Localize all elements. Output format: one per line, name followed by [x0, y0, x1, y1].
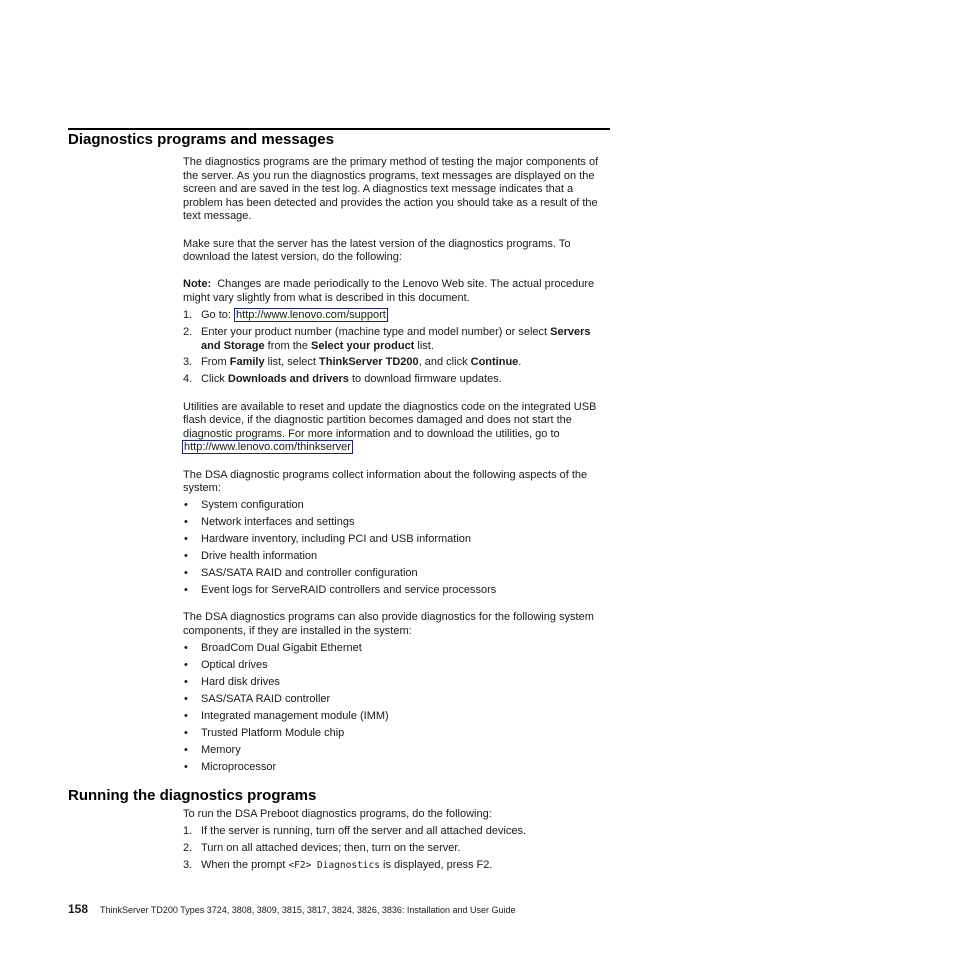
paragraph-run-intro: To run the DSA Preboot diagnostics programs, do the following: — [183, 808, 492, 820]
list-item: • Hardware inventory, including PCI and USB information — [184, 533, 472, 546]
list-item: • Memory — [184, 743, 241, 756]
f2-prompt-code: <F2> Diagnostics — [288, 859, 380, 871]
section-rule — [68, 128, 610, 130]
list-item: • System configuration — [184, 499, 304, 512]
step-3: 3. From Family list, select ThinkServer TD200, and click Continue. — [183, 356, 522, 369]
section-title-running: Running the diagnostics programs — [68, 787, 317, 804]
list-item: • SAS/SATA RAID and controller configuration — [184, 567, 418, 580]
step-2: 2. Enter your product number (machine type and model number) or select Servers and Storage from the Select your product list. — [183, 325, 591, 352]
paragraph-latest-version: Make sure that the server has the latest version of the diagnostics programs. To download the latest version, do the following: — [183, 237, 571, 264]
section-title-diagnostics: Diagnostics programs and messages — [68, 131, 334, 148]
list-item: • BroadCom Dual Gigabit Ethernet — [184, 641, 362, 654]
list-item: • Optical drives — [184, 658, 268, 671]
section1-body — [183, 156, 613, 788]
list-item: • Drive health information — [184, 550, 318, 563]
step-1: 1. Go to: http://www.lenovo.com/support — [183, 308, 386, 321]
run-steps — [183, 825, 613, 873]
step-2: 2. Turn on all attached devices; then, turn on the server. — [183, 841, 461, 854]
list-item: • Hard disk drives — [184, 675, 280, 688]
thinkserver-link[interactable]: http://www.lenovo.com/thinkserver — [184, 441, 351, 454]
paragraph-dsa-collect: The DSA diagnostic programs collect information about the following aspects of the system: — [183, 468, 588, 495]
note-text: Changes are made periodically to the Lenovo Web site. The actual procedure might vary slightly from what is described in this document. — [183, 278, 595, 304]
paragraph-utilities: Utilities are available to reset and update the diagnostics code on the integrated USB flash device, if the diagnostic partition becomes damaged and does not start the diagnostic programs. For more information and to download the utilities, go to http://www.lenovo.com/thinkserver — [183, 400, 597, 454]
list-item: • Trusted Platform Module chip — [184, 726, 345, 739]
list-item: • Event logs for ServeRAID controllers and service processors — [184, 584, 497, 597]
page-number: 158 — [68, 902, 89, 916]
paragraph-intro: The diagnostics programs are the primary method of testing the major components of the server. As you run the diagnostics programs, text messages are displayed on the screen and are saved in the test log. A diagnostics text message indicates that a problem has been detected and provides the action you should take as a result of the text message. — [183, 156, 599, 223]
list-item: • Integrated management module (IMM) — [184, 709, 389, 722]
support-link[interactable]: http://www.lenovo.com/support — [236, 308, 386, 321]
page-footer — [68, 902, 516, 916]
note — [183, 278, 613, 305]
step-1: 1. If the server is running, turn off the server and all attached devices. — [183, 824, 527, 837]
step-3: 3. When the prompt <F2> Diagnostics is displayed, press F2. — [183, 858, 493, 871]
list-item: • Microprocessor — [184, 760, 277, 773]
dsa-collect-list — [183, 499, 613, 598]
note-label: Note: — [183, 278, 212, 291]
dsa-components-list — [183, 642, 613, 774]
step-4: 4. Click Downloads and drivers to download firmware updates. — [183, 373, 502, 386]
list-item: • Network interfaces and settings — [184, 516, 355, 529]
section2-body — [183, 808, 613, 886]
download-steps — [183, 309, 613, 387]
footer-text: ThinkServer TD200 Types 3724, 3808, 3809, 3815, 3817, 3824, 3826, 3836: Installation and User Guide — [100, 905, 516, 915]
list-item: • SAS/SATA RAID controller — [184, 692, 331, 705]
paragraph-dsa-components: The DSA diagnostics programs can also provide diagnostics for the following system components, if they are installed in the system: — [183, 611, 594, 637]
